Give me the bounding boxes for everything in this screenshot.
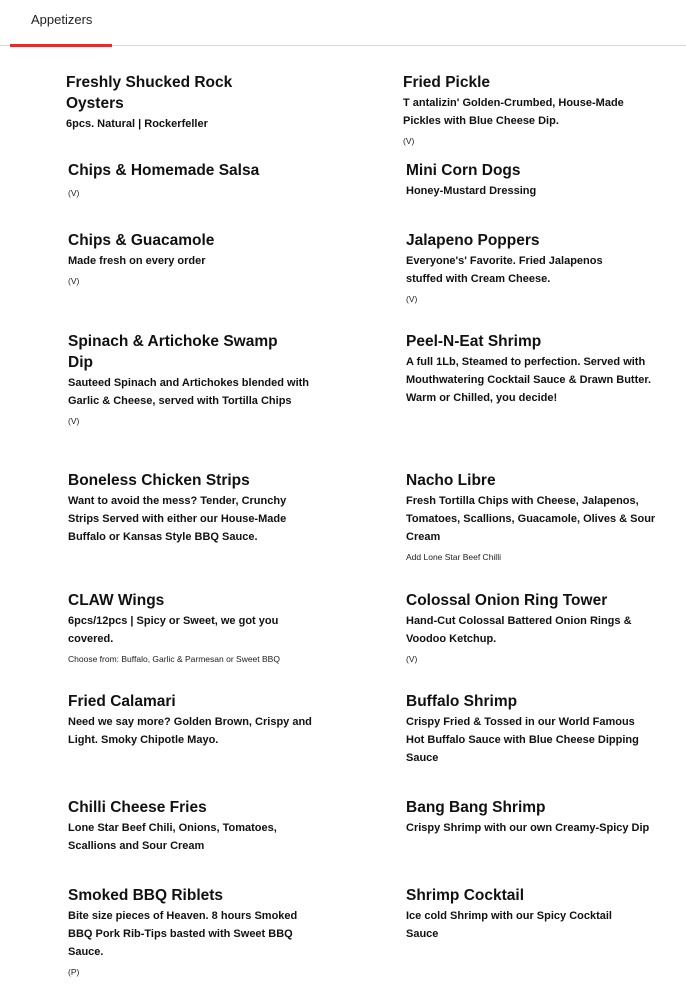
menu-item-name: Chilli Cheese Fries <box>68 799 207 816</box>
menu-item-name: Spinach & Artichoke Swamp Dip <box>68 333 278 371</box>
menu-item <box>66 72 311 133</box>
menu-item-name: Chips & Homemade Salsa <box>68 162 260 179</box>
menu-item <box>406 331 656 407</box>
menu-item-note: Choose from: Buffalo, Garlic & Parmesan or Sweet BBQ <box>68 654 280 664</box>
menu-item-name: Shrimp Cocktail <box>406 887 524 904</box>
menu-item-note: (V) <box>68 416 80 426</box>
menu-item-note: (V) <box>68 276 80 286</box>
menu-item-description: T antalizin' Golden-Crumbed, House-Made Pickles with Blue Cheese Dip. <box>403 97 624 127</box>
menu-item-description: Fresh Tortilla Chips with Cheese, Jalapenos, Tomatoes, Scallions, Guacamole, Olives & Sour Cream <box>406 495 656 543</box>
menu-item-name: Fried Pickle <box>403 74 491 91</box>
menu-item <box>403 72 653 147</box>
menu-item-name: Buffalo Shrimp <box>406 693 518 710</box>
menu-item-note: Add Lone Star Beef Chilli <box>406 552 501 562</box>
menu-item-description: Ice cold Shrimp with our Spicy Cocktail Sauce <box>406 910 612 940</box>
menu-item-note: (V) <box>403 136 415 146</box>
menu-item-name: Chips & Guacamole <box>68 232 215 249</box>
menu-item <box>68 797 313 855</box>
menu-item <box>406 691 656 767</box>
menu-item <box>406 797 656 837</box>
menu-item-name: Mini Corn Dogs <box>406 162 521 179</box>
menu-item-description: 6pcs. Natural | Rockerfeller <box>66 118 208 130</box>
menu-item <box>68 230 313 287</box>
menu-item-description: Made fresh on every order <box>68 255 206 267</box>
menu-item-name: Bang Bang Shrimp <box>406 799 546 816</box>
menu-item <box>68 160 313 199</box>
menu-item-name: Boneless Chicken Strips <box>68 472 250 489</box>
menu-item-description: Crispy Shrimp with our own Creamy-Spicy Dip <box>406 822 650 834</box>
menu-item-description: Need we say more? Golden Brown, Crispy and Light. Smoky Chipotle Mayo. <box>68 716 312 746</box>
menu-item <box>68 691 313 749</box>
menu-item <box>68 331 313 427</box>
menu-item-description: Everyone's' Favorite. Fried Jalapenos stuffed with Cream Cheese. <box>406 255 603 285</box>
tab-appetizers[interactable] <box>10 0 112 45</box>
tab-bar <box>0 0 686 46</box>
menu-item <box>68 470 313 546</box>
menu-item-description: Lone Star Beef Chili, Onions, Tomatoes, Scallions and Sour Cream <box>68 822 277 852</box>
menu-item-name: Freshly Shucked Rock Oysters <box>66 74 233 112</box>
menu-item-name: Nacho Libre <box>406 472 496 489</box>
menu-item-description: Honey-Mustard Dressing <box>406 185 537 197</box>
menu-item-name: CLAW Wings <box>68 592 165 609</box>
menu-item-note: (V) <box>406 654 418 664</box>
menu-item-note: (V) <box>68 188 80 198</box>
menu-item-name: Smoked BBQ Riblets <box>68 887 224 904</box>
menu-item-description: Hand-Cut Colossal Battered Onion Rings & Voodoo Ketchup. <box>406 615 632 645</box>
menu-item-name: Colossal Onion Ring Tower <box>406 592 608 609</box>
menu-item <box>68 885 313 978</box>
menu-item <box>406 230 656 305</box>
menu-item-description: 6pcs/12pcs | Spicy or Sweet, we got you covered. <box>68 615 279 645</box>
active-tab-indicator <box>10 44 112 47</box>
menu-item <box>406 590 656 665</box>
menu-item-name: Fried Calamari <box>68 693 176 710</box>
menu-item <box>406 885 656 943</box>
menu-item-description: Sauteed Spinach and Artichokes blended with Garlic & Cheese, served with Tortilla Chips <box>68 377 310 407</box>
menu-item-name: Jalapeno Poppers <box>406 232 540 249</box>
menu-item-description: A full 1Lb, Steamed to perfection. Served with Mouthwatering Cocktail Sauce & Drawn Butter. Warm or Chilled, you decide! <box>406 356 652 404</box>
menu-item <box>406 470 656 563</box>
menu-item-description: Crispy Fried & Tossed in our World Famous Hot Buffalo Sauce with Blue Cheese Dipping Sauce <box>406 716 639 764</box>
menu-item-name: Peel-N-Eat Shrimp <box>406 333 542 350</box>
menu-item-note: (V) <box>406 294 418 304</box>
menu-item <box>406 160 656 200</box>
tab-label: Appetizers <box>31 12 93 27</box>
menu-item-description: Want to avoid the mess? Tender, Crunchy Strips Served with either our House-Made Buffalo or Kansas Style BBQ Sauce. <box>68 495 287 543</box>
menu-item <box>68 590 313 665</box>
menu-item-note: (P) <box>68 967 80 977</box>
menu-item-description: Bite size pieces of Heaven. 8 hours Smoked BBQ Pork Rib-Tips basted with Sweet BBQ Sauce. <box>68 910 298 958</box>
